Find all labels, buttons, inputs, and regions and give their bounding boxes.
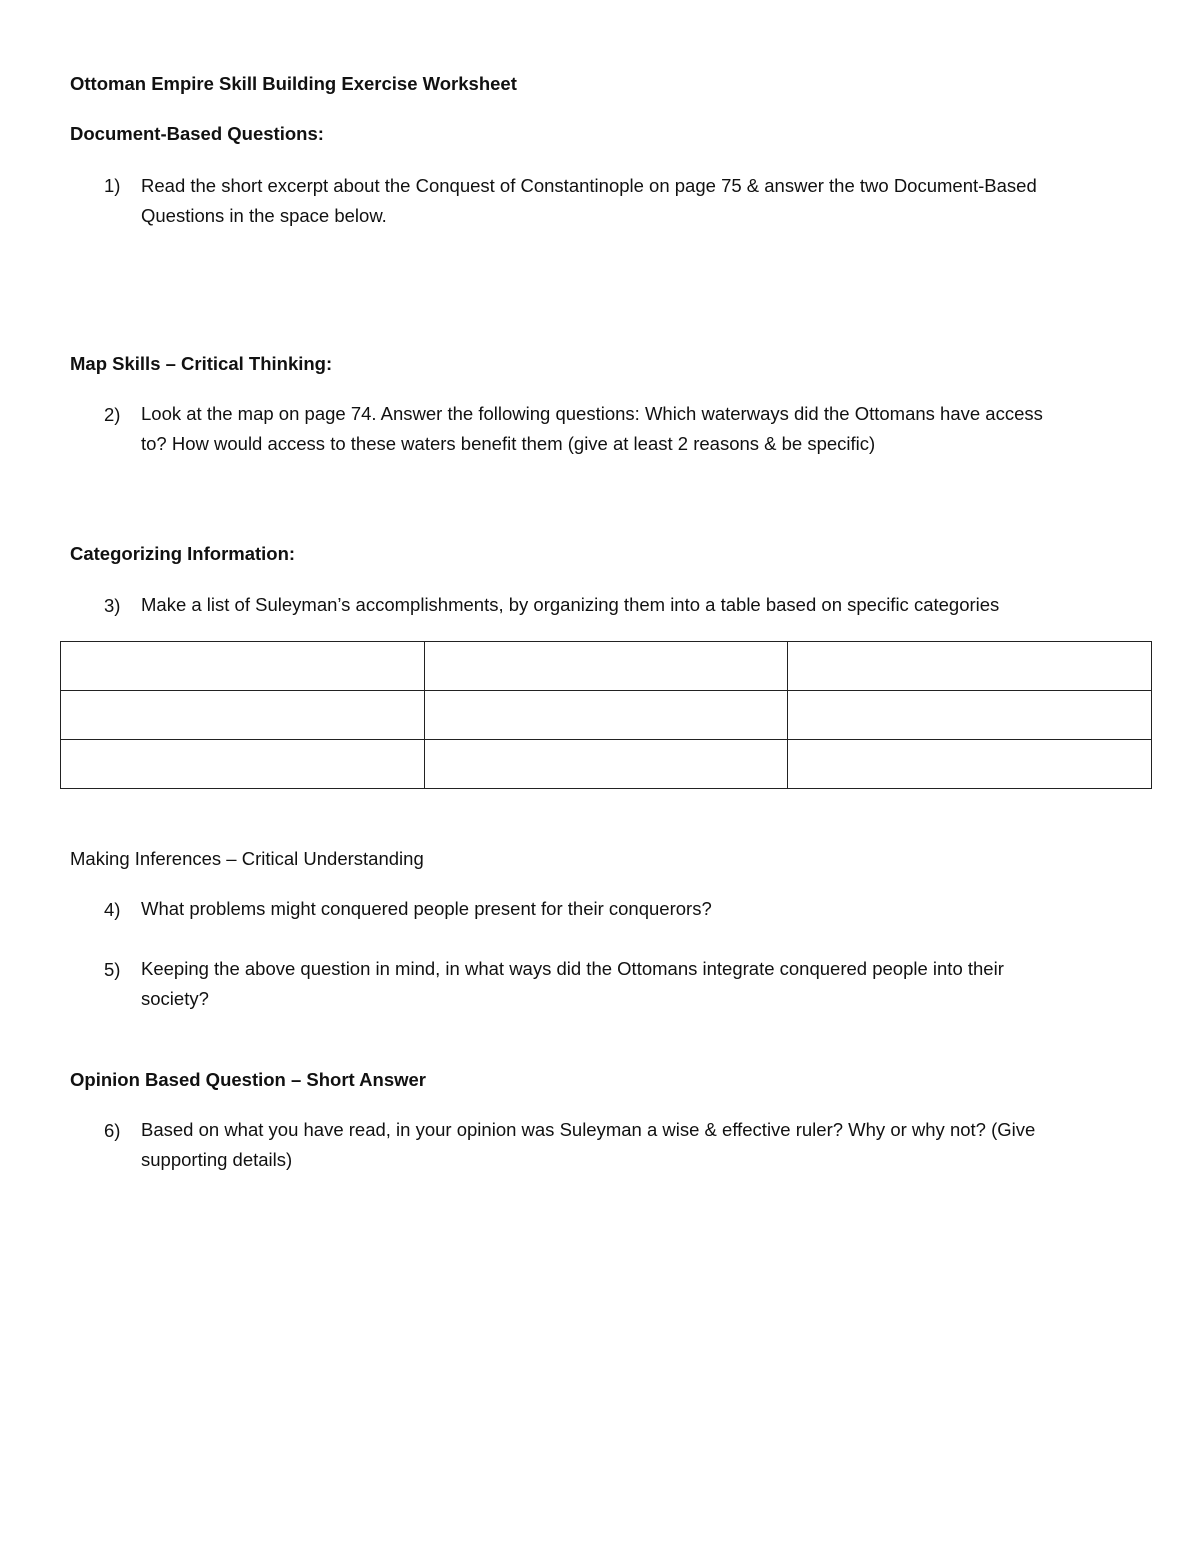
question-text xyxy=(141,894,712,924)
question-text-line: Look at the map on page 74. Answer the following questions: Which waterways did the Ottomans have access xyxy=(141,403,1043,424)
question-text xyxy=(141,399,1043,459)
table-cell[interactable] xyxy=(424,740,788,789)
question-number: 4) xyxy=(104,899,121,920)
question-text-line: Based on what you have read, in your opinion was Suleyman a wise & effective ruler? Why or why not? (Give xyxy=(141,1119,1036,1140)
question-number: 2) xyxy=(104,404,121,425)
question-number: 5) xyxy=(104,959,121,980)
accomplishments-table xyxy=(60,641,1152,789)
section-heading-document-based: Document-Based Questions: xyxy=(70,123,324,144)
question-text-line: Make a list of Suleyman’s accomplishments, by organizing them into a table based on specific categories xyxy=(141,594,1000,615)
question-text-line: Questions in the space below. xyxy=(141,205,387,226)
section-heading-opinion: Opinion Based Question – Short Answer xyxy=(70,1069,426,1090)
table-row xyxy=(61,642,1152,691)
question-text xyxy=(141,171,1037,231)
section-heading-map-skills: Map Skills – Critical Thinking: xyxy=(70,353,333,374)
table-cell[interactable] xyxy=(61,740,425,789)
table-cell[interactable] xyxy=(788,691,1152,740)
question-text-line: Read the short excerpt about the Conquest of Constantinople on page 75 & answer the two Document-Based xyxy=(141,175,1037,196)
table-cell[interactable] xyxy=(424,691,788,740)
table-row xyxy=(61,691,1152,740)
question-number: 6) xyxy=(104,1120,121,1141)
question-number: 3) xyxy=(104,595,121,616)
section-heading-making-inferences: Making Inferences – Critical Understanding xyxy=(70,848,424,869)
question-text-line: society? xyxy=(141,988,209,1009)
question-text-line: Keeping the above question in mind, in what ways did the Ottomans integrate conquered people into their xyxy=(141,958,1004,979)
question-text xyxy=(141,954,1004,1014)
table-row xyxy=(61,740,1152,789)
table-cell[interactable] xyxy=(61,691,425,740)
table-cell[interactable] xyxy=(424,642,788,691)
page-title: Ottoman Empire Skill Building Exercise Worksheet xyxy=(70,73,517,94)
table-cell[interactable] xyxy=(788,740,1152,789)
question-text-line: to? How would access to these waters benefit them (give at least 2 reasons & be specific) xyxy=(141,433,876,454)
question-text-line: What problems might conquered people present for their conquerors? xyxy=(141,898,712,919)
question-text xyxy=(141,1115,1035,1175)
table-cell[interactable] xyxy=(61,642,425,691)
question-number: 1) xyxy=(104,175,121,196)
section-heading-categorizing: Categorizing Information: xyxy=(70,543,296,564)
table-cell[interactable] xyxy=(788,642,1152,691)
question-text xyxy=(141,590,999,620)
question-text-line: supporting details) xyxy=(141,1149,293,1170)
